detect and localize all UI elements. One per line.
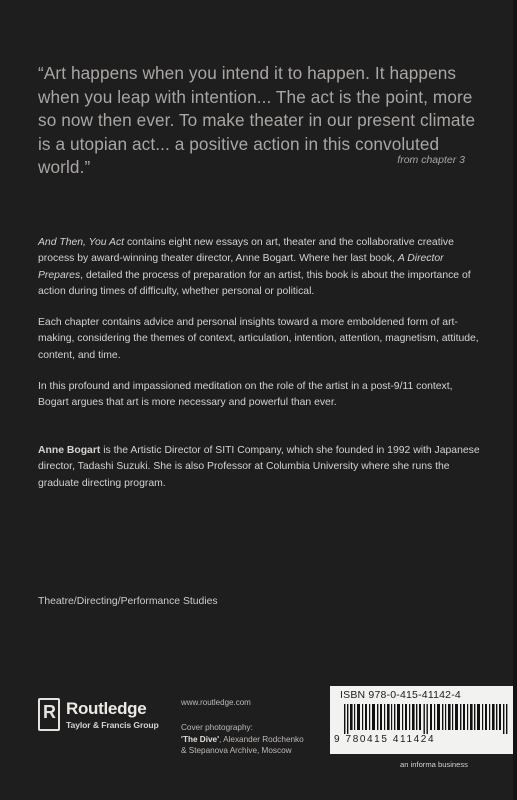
barcode-digits: 9 780415 411424 bbox=[334, 734, 436, 745]
subject-category: Theatre/Directing/Performance Studies bbox=[38, 596, 218, 607]
credit-line-1: Cover photography: bbox=[181, 723, 253, 732]
isbn-barcode bbox=[330, 686, 517, 754]
p1-text-2: , detailed the process of preparation for an artist, this book is about the importance of action during times of difficulty, whether personal or political. bbox=[38, 269, 471, 298]
credit-line-3: & Stepanova Archive, Moscow bbox=[181, 746, 292, 755]
description-paragraph-2: Each chapter contains advice and personal insights toward a more emboldened form of art-making, considering the themes of context, articulation, intention, attention, magnetism, attitude, content, and time. bbox=[38, 317, 479, 361]
previous-book-title: A Director Prepares bbox=[38, 253, 444, 281]
p1-text-1: contains eight new essays on art, theater and the collaborative creative process by award-winning theater director, Anne Bogart. Where her last book, bbox=[38, 237, 454, 265]
author-name: Anne Bogart bbox=[38, 445, 101, 456]
back-cover-quote: “Art happens when you intend it to happen. It happens when you leap with intention... The act is the point, more so now then ever. To make theater in our present climate is a utopian act... a positive action in this convoluted world.” bbox=[38, 63, 476, 177]
author-bio-text: is the Artistic Director of SITI Company, which she founded in 1992 with Japanese director, Tadashi Suzuki. She is also Professor at Columbia University where she runs the graduate directing program. bbox=[38, 445, 480, 489]
publisher-logo bbox=[38, 698, 178, 734]
routledge-mark-icon: R bbox=[38, 698, 60, 731]
publisher-group: Taylor & Francis Group bbox=[66, 720, 159, 730]
barcode-bars bbox=[344, 704, 509, 734]
publisher-website: www.routledge.com bbox=[181, 698, 251, 707]
cover-credit bbox=[181, 722, 321, 757]
isbn-label: ISBN 978-0-415-41142-4 bbox=[340, 689, 461, 701]
spine-edge bbox=[513, 0, 517, 800]
publisher-name: Routledge bbox=[66, 699, 147, 718]
quote-source: from chapter 3 bbox=[397, 154, 465, 166]
informa-tagline: an informa business bbox=[400, 760, 468, 769]
credit-photo-title: 'The Dive' bbox=[181, 734, 220, 744]
description-paragraph-1 bbox=[38, 235, 483, 301]
description-paragraph-3: In this profound and impassioned meditation on the role of the artist in a post-9/11 context, Bogart argues that art is more necessary and powerful than ever. bbox=[38, 381, 453, 409]
book-title: And Then, You Act bbox=[38, 237, 125, 248]
author-bio bbox=[38, 443, 483, 492]
credit-line-2: 'The Dive', Alexander Rodchenko bbox=[181, 734, 304, 744]
